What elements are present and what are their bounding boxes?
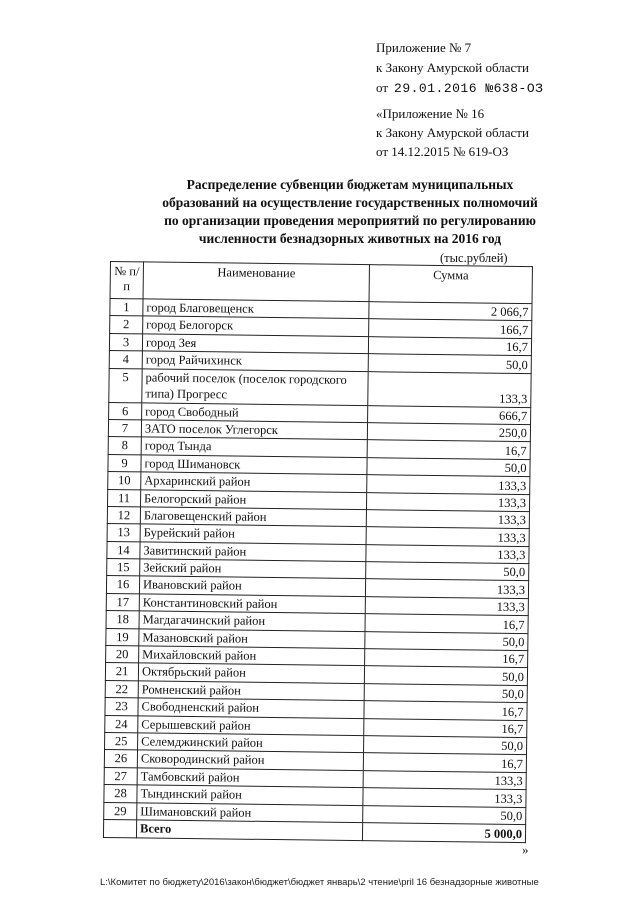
- row-sum: 666,7: [368, 405, 531, 424]
- row-num: 17: [106, 593, 139, 611]
- row-num: 26: [104, 750, 137, 768]
- row-num: 24: [105, 715, 138, 733]
- row-name: Благовещенский район: [140, 507, 366, 527]
- closing-quote: »: [522, 842, 529, 857]
- row-num: 8: [108, 437, 141, 455]
- row-num: 27: [104, 767, 137, 785]
- row-name: Ромненский район: [138, 681, 364, 701]
- row-sum: 133,3: [365, 597, 528, 616]
- row-name: Октябрьский район: [138, 663, 364, 683]
- row-num: 18: [106, 611, 139, 629]
- document-title: [140, 176, 560, 248]
- row-sum: 50,0: [364, 666, 527, 685]
- row-sum: 133,3: [366, 492, 529, 511]
- row-name: Мазановский район: [139, 629, 365, 649]
- footer-file-path: L:\Комитет по бюджету\2016\закон\бюджет\бюджет январь\2 чтение\pril 16 безнадзорные животные: [100, 877, 539, 888]
- annex-date-stamp: 29.01.2016 №638-ОЗ: [394, 81, 544, 96]
- units-label: (тыс.рублей): [440, 251, 508, 265]
- row-name: Свободненский район: [138, 698, 364, 718]
- table-body: [104, 299, 532, 825]
- row-name: Ивановский район: [139, 576, 365, 596]
- row-num: 10: [108, 472, 141, 490]
- row-sum: 133,3: [365, 579, 528, 598]
- row-name: Серышевский район: [138, 715, 364, 735]
- row-sum: 50,0: [363, 805, 526, 824]
- row-num: 20: [106, 646, 139, 664]
- total-sum: 5 000,0: [362, 823, 525, 843]
- row-name: рабочий поселок (поселок городского типа) Прогресс: [142, 368, 368, 405]
- subvention-table: [103, 261, 533, 843]
- annex-date-line: [376, 78, 543, 99]
- row-num: 5: [109, 368, 142, 402]
- row-num: 22: [105, 680, 138, 698]
- title-line-1: Распределение субвенции бюджетам муниципальных: [186, 177, 514, 192]
- row-num: 9: [108, 454, 141, 472]
- row-num: 3: [109, 333, 142, 351]
- row-name: город Зея: [142, 334, 368, 354]
- row-sum: 133,3: [366, 527, 529, 546]
- row-sum: 250,0: [367, 423, 530, 442]
- row-name: город Белогорск: [143, 316, 369, 336]
- row-num: 13: [107, 524, 140, 542]
- table-header-row: [110, 262, 532, 304]
- row-sum: 16,7: [368, 336, 531, 355]
- row-name: Тамбовский район: [137, 768, 363, 788]
- row-sum: 133,3: [363, 770, 526, 789]
- row-num: 12: [107, 506, 140, 524]
- row-sum: 166,7: [369, 319, 532, 338]
- row-sum: 133,3: [368, 371, 531, 407]
- annex-header: [376, 38, 543, 99]
- row-num: 16: [106, 576, 139, 594]
- row-num: 7: [108, 419, 141, 437]
- prior-annex-date: от 14.12.2015 № 619-ОЗ: [376, 144, 509, 159]
- row-sum: 16,7: [364, 701, 527, 720]
- row-sum: 133,3: [363, 788, 526, 807]
- row-sum: 16,7: [365, 649, 528, 668]
- row-name: город Райчихинск: [142, 351, 368, 371]
- row-num: 29: [104, 802, 137, 820]
- row-name: город Тында: [141, 437, 367, 457]
- row-sum: 16,7: [367, 440, 530, 459]
- row-sum: 16,7: [364, 718, 527, 737]
- title-line-4: численности безнадзорных животных на 2016 год: [198, 231, 502, 246]
- row-sum: 50,0: [367, 457, 530, 476]
- row-num: 19: [106, 628, 139, 646]
- row-name: Магдагачинский район: [139, 611, 365, 631]
- row-name: Зейский район: [140, 559, 366, 579]
- row-sum: 50,0: [364, 683, 527, 702]
- table-row: [109, 368, 531, 407]
- total-num-cell: [103, 819, 136, 837]
- title-line-3: по организации проведения мероприятий по регулированию: [164, 213, 536, 228]
- total-label: Всего: [136, 820, 362, 841]
- row-name: город Шимановск: [141, 455, 367, 475]
- row-name: Сковородинский район: [137, 750, 363, 770]
- annex-number: Приложение № 7: [376, 40, 472, 55]
- annex-date-prefix: от: [376, 80, 389, 95]
- header-num: № п/п: [110, 262, 143, 299]
- header-name: Наименование: [143, 262, 369, 302]
- row-sum: 133,3: [366, 544, 529, 563]
- row-num: 15: [107, 559, 140, 577]
- row-name: город Благовещенск: [143, 299, 369, 319]
- row-sum: 2 066,7: [369, 302, 532, 321]
- prior-annex-law-ref: к Закону Амурской области: [376, 125, 529, 140]
- row-num: 4: [109, 351, 142, 369]
- row-num: 28: [104, 785, 137, 803]
- row-name: Бурейский район: [140, 524, 366, 544]
- row-num: 14: [107, 541, 140, 559]
- table-total-row: [103, 819, 525, 842]
- row-sum: 16,7: [365, 614, 528, 633]
- row-num: 1: [110, 299, 143, 317]
- row-name: Белогорский район: [140, 489, 366, 509]
- row-num: 21: [105, 663, 138, 681]
- row-sum: 16,7: [363, 753, 526, 772]
- row-num: 23: [105, 698, 138, 716]
- row-sum: 133,3: [367, 475, 530, 494]
- row-sum: 50,0: [366, 562, 529, 581]
- row-sum: 50,0: [365, 631, 528, 650]
- row-name: Селемджинский район: [138, 733, 364, 753]
- row-name: Тындинский район: [137, 785, 363, 805]
- prior-annex-number: «Приложение № 16: [376, 106, 485, 121]
- row-name: Архаринский район: [141, 472, 367, 492]
- row-sum: 133,3: [366, 510, 529, 529]
- row-name: город Свободный: [142, 402, 368, 422]
- row-name: Шимановский район: [137, 802, 363, 822]
- annex-law-ref: к Закону Амурской области: [376, 60, 529, 75]
- row-sum: 50,0: [368, 354, 531, 373]
- row-num: 2: [110, 316, 143, 334]
- row-name: Константиновский район: [139, 594, 365, 614]
- row-num: 6: [109, 402, 142, 420]
- row-name: ЗАТО поселок Углегорск: [141, 420, 367, 440]
- prior-annex-header: [376, 104, 529, 161]
- row-num: 25: [105, 732, 138, 750]
- row-sum: 50,0: [364, 736, 527, 755]
- title-line-2: образований на осуществление государственных полномочий: [162, 195, 538, 210]
- row-num: 11: [108, 489, 141, 507]
- row-name: Завитинский район: [140, 542, 366, 562]
- header-sum: Сумма: [369, 265, 532, 304]
- row-name: Михайловский район: [139, 646, 365, 666]
